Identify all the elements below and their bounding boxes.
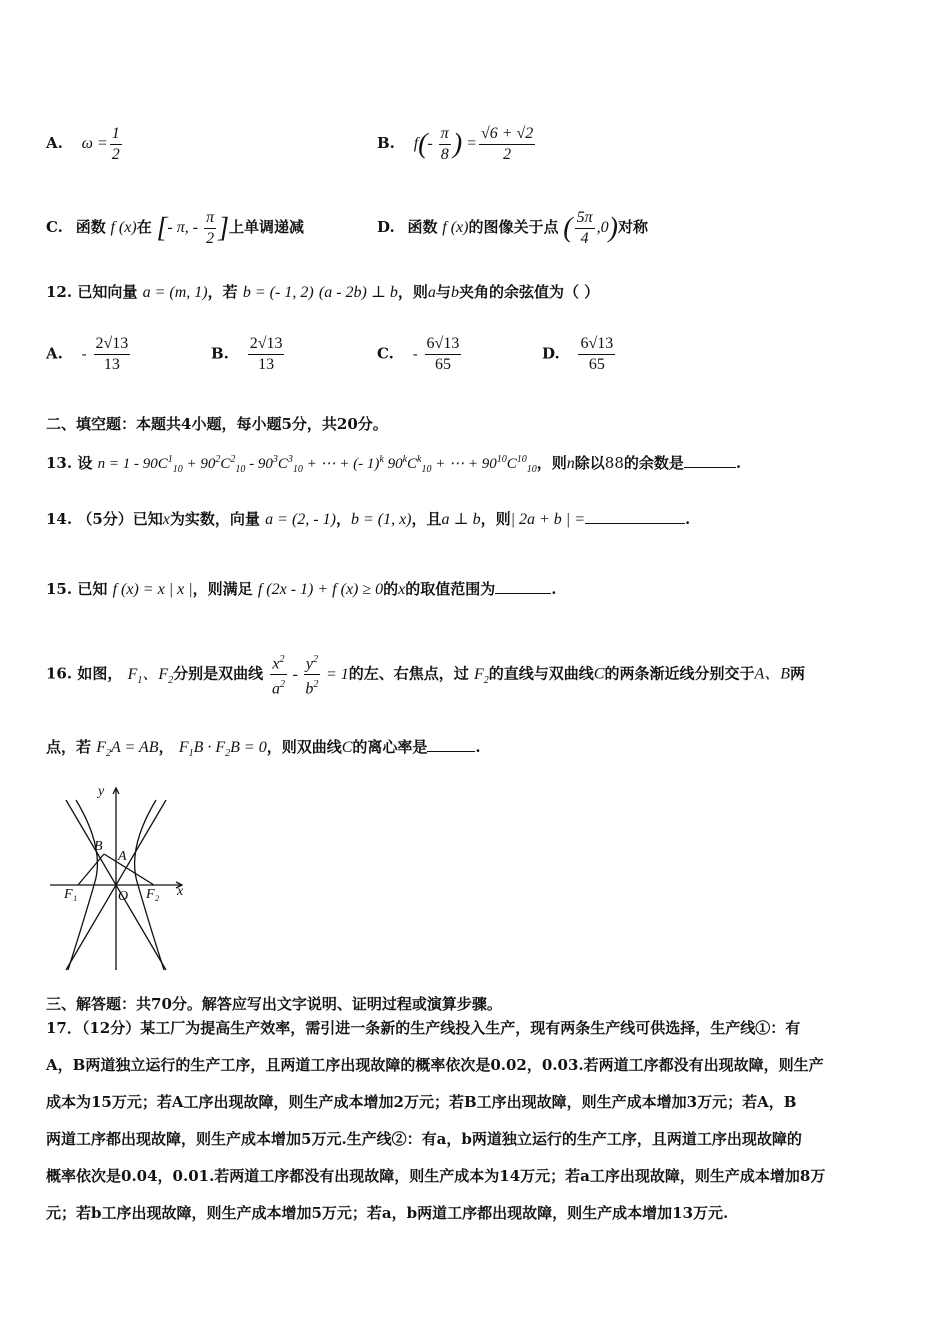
text: 两: [790, 664, 806, 683]
text: 的左、右焦点，过: [348, 664, 469, 683]
text: 如图，: [77, 664, 123, 683]
text: ，则: [397, 283, 428, 301]
segment-F1B: [78, 854, 104, 885]
question-number: 13.: [46, 454, 73, 472]
text: 的直线与双曲线: [488, 664, 594, 683]
q17-line: 成本为15万元；若A工序出现故障，则生产成本增加2万元；若B工序出现故障，则生产成本增加3万元；若A，B: [46, 1093, 797, 1111]
text: ，若: [207, 283, 238, 301]
text: 除以: [574, 454, 605, 472]
text: 函数: [75, 218, 106, 237]
q16-line-2: 点，若 $F_2A$ = AB， $F_1B \cdot F_2B = 0$，则双曲线C的离心率是 .: [46, 738, 481, 760]
numerator: 2√13: [94, 334, 131, 355]
label-F2: F₂: [146, 887, 160, 902]
segment-BF2: [104, 854, 154, 885]
question-number: 16.: [46, 664, 73, 683]
text: 函数: [407, 218, 438, 237]
label-y: y: [98, 784, 105, 799]
text: 在: [136, 218, 152, 237]
text: ，则: [536, 454, 567, 472]
numerator: 6√13: [425, 334, 462, 355]
label-B: B: [94, 839, 103, 854]
text: ，则双曲线: [266, 738, 342, 756]
q17-line: 两道工序都出现故障，则生产成本增加5万元.生产线②：有a，b两道独立运行的生产工序，且两道工序出现故障的: [46, 1130, 802, 1148]
text: 已知: [77, 580, 108, 598]
q17-line: 概率依次是0.04，0.01.若两道工序都没有出现故障，则生产成本为14万元；若a工序出现故障，则生产成本增加8万: [46, 1167, 826, 1185]
label-F1: F₁: [64, 887, 78, 902]
modulus: 88: [604, 454, 624, 472]
text: 的图像关于点: [468, 218, 559, 237]
text: ，且: [411, 510, 442, 528]
q16-line-1: 16. 如图， $F_1$、$F_2$分别是双曲线 $\frac{x^2}{a^2}$ - $\frac{y^2}{b^2}$ = 1的左、右焦点，过 $F_2$的直线与双曲线C的两条渐近线分别交于A、B两: [46, 650, 805, 700]
option-label: B.: [211, 344, 229, 363]
option-label: A.: [46, 344, 63, 363]
q13-stem: 13. 设 $n = 1 - 90C^1_{10} + 90^2C^2_{10} - 90^3C^3_{10}$ + ⋯ + (- 1)$^k$ $90^kC^k_{10}$ + ⋯ + $90^{10}C^{10}_{10}$，则n除以88的余数是 .: [46, 454, 742, 475]
text: 分别是双曲线: [173, 664, 264, 683]
text: 的取值范围为: [405, 580, 496, 598]
interval-formula: [- π, - $\frac{\pi}{2}$ ]: [156, 209, 229, 247]
binomial-sum-formula: $n = 1 - 90C^1_{10} + 90^2C^2_{10} - 90^3C^3_{10}$ + ⋯ + (- 1)$^k$ $90^kC^k_{10}$ + ⋯ + $90^{10}C^{10}_{10}$: [97, 454, 537, 475]
denominator: 65: [434, 356, 451, 373]
label-A: A: [118, 849, 127, 864]
text: 上单调递减: [228, 218, 304, 237]
q11-option-a: [46, 124, 124, 165]
q17-body: [46, 1010, 906, 1232]
q11-option-c: C. 函数 f (x)在 [- π, - $\frac{\pi}{2}$ ]上单调递减: [46, 209, 304, 247]
section-heading-2: 二、填空题：本题共4小题，每小题5分，共20分。: [46, 415, 388, 433]
text: 的余数是: [623, 454, 684, 472]
q17-line: 17．（12分）某工厂为提高生产效率，需引进一条新的生产线投入生产，现有两条生产线可供选择，生产线①：有: [46, 1019, 801, 1037]
option-label: C.: [377, 344, 394, 363]
option-label: B.: [377, 134, 395, 153]
text: 的两条渐近线分别交于: [604, 664, 755, 683]
text: 的离心率是: [352, 738, 428, 756]
q11-option-b: [377, 124, 537, 165]
label-x: x: [177, 884, 184, 899]
q12-stem: 12. 已知向量 a = (m, 1)，若 b = (- 1, 2) (a - 2b) ⊥ b，则a与b夹角的余弦值为（ ）: [46, 283, 600, 301]
sign: -: [81, 344, 87, 363]
q17-line: A，B两道独立运行的生产工序，且两道工序出现故障的概率依次是0.02，0.03.若两道工序都没有出现故障，则生产: [46, 1056, 824, 1074]
q15-stem: 15. 已知 f (x) = x | x |，则满足 f (2x - 1) + f (x) ≥ 0的x的取值范围为 .: [46, 580, 557, 598]
denominator: 13: [258, 356, 275, 373]
option-label: D.: [377, 218, 395, 237]
q14-stem: 14. （5分）已知x为实数，向量 a = (2, - 1)，b = (1, x)，且a ⊥ b，则| 2a + b | = .: [46, 510, 691, 528]
numerator: 2√13: [248, 334, 285, 355]
text: 点，若: [46, 738, 92, 756]
numerator: 6√13: [578, 334, 615, 355]
text: ，则满足: [192, 580, 253, 598]
text: 为实数，向量: [169, 510, 260, 528]
label-O: O: [118, 889, 129, 904]
text: ，则: [480, 510, 511, 528]
denominator: 65: [588, 356, 605, 373]
q12-option-c: [377, 334, 463, 375]
sign: -: [412, 344, 418, 363]
q12-option-a: [46, 334, 132, 375]
text: （5分）已知: [77, 510, 163, 528]
formula-omega: ω = $\frac{1}{2}$: [81, 125, 120, 163]
q12-option-d: [542, 334, 617, 375]
formula-f-value: f(- $\frac{\pi}{8}$ ) = $\frac{√6 + √2}{2}$: [413, 125, 534, 163]
text: 的: [383, 580, 399, 598]
section-heading-3: 三、解答题：共70分。解答应写出文字说明、证明过程或演算步骤。: [46, 995, 502, 1013]
option-label: D.: [542, 344, 560, 363]
q11-option-d: D. 函数 f (x)的图像关于点 ( $\frac{5\pi}{4}$ ,0)对称: [377, 209, 648, 247]
text: 已知向量: [77, 283, 138, 301]
option-label: C.: [46, 218, 63, 237]
option-label: A.: [46, 134, 63, 153]
point-formula: ( $\frac{5\pi}{4}$ ,0): [563, 209, 618, 247]
q12-option-b: [211, 334, 286, 375]
text: 设: [77, 454, 93, 472]
denominator: 13: [103, 356, 120, 373]
question-number: 12.: [46, 283, 73, 301]
hyperbola-formula: $\frac{x^2}{a^2}$ - $\frac{y^2}{b^2}$ = 1: [268, 666, 348, 683]
text: 对称: [617, 218, 648, 237]
question-number: 15.: [46, 580, 73, 598]
q17-line: 元；若b工序出现故障，则生产成本增加5万元；若a，b两道工序都出现故障，则生产成本增加13万元.: [46, 1204, 729, 1222]
text: 与: [435, 283, 451, 301]
text: 夹角的余弦值为（ ）: [458, 283, 600, 301]
hyperbola-figure: [46, 780, 196, 975]
question-number: 14.: [46, 510, 73, 528]
